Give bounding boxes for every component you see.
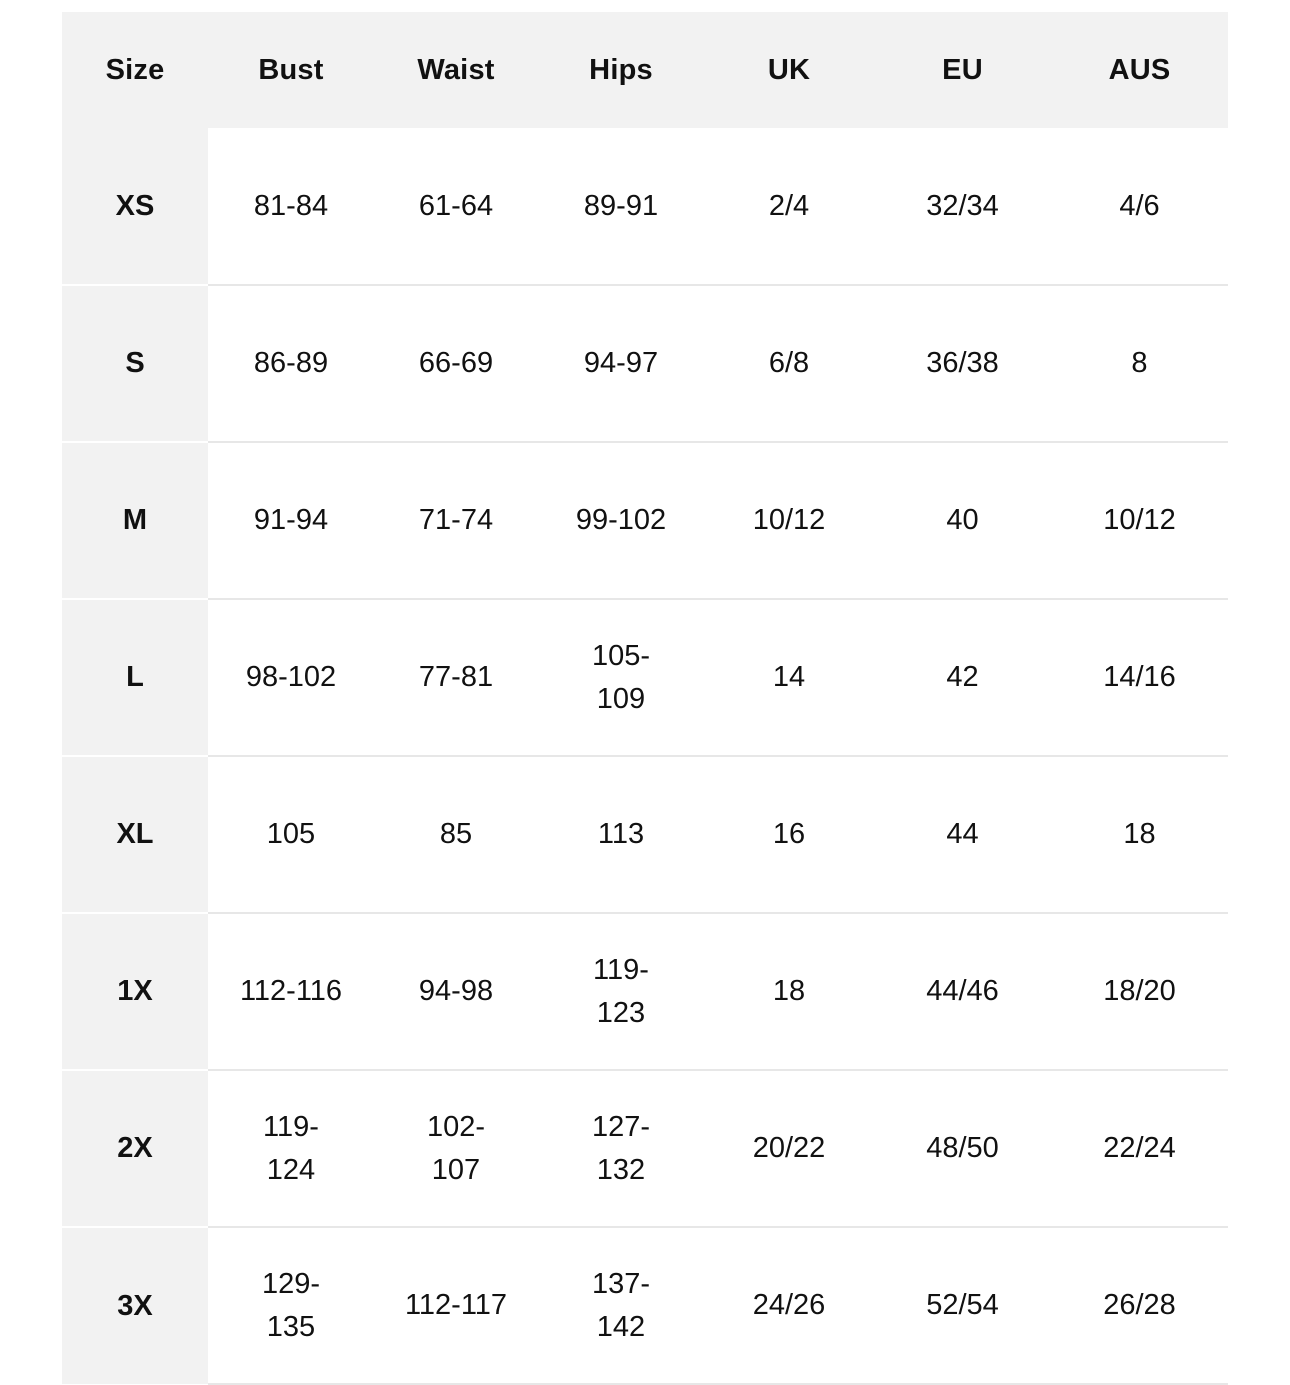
cell-bust (208, 128, 374, 285)
cell-aus-text: 18/20 (1103, 975, 1176, 1008)
cell-eu (874, 1227, 1051, 1384)
cell-eu (874, 756, 1051, 913)
cell-aus (1051, 1227, 1228, 1384)
cell-uk-text: 2/4 (768, 189, 810, 222)
cell-aus-text: 22/24 (1103, 1132, 1176, 1165)
cell-hips-text: 105-109 (591, 640, 651, 715)
size-chart-table (62, 12, 1228, 1385)
cell-waist-text: 77-81 (418, 661, 494, 694)
cell-bust (208, 913, 374, 1070)
cell-aus (1051, 128, 1228, 285)
cell-waist-text: 94-98 (418, 975, 494, 1008)
cell-uk (704, 442, 874, 599)
cell-uk-text: 6/8 (768, 347, 810, 380)
cell-bust-text: 129-135 (261, 1268, 321, 1343)
cell-waist-text: 85 (439, 818, 473, 851)
cell-eu-text: 40 (946, 504, 979, 537)
table-row (62, 599, 1228, 756)
cell-uk (704, 1227, 874, 1384)
cell-eu (874, 285, 1051, 442)
cell-waist-text: 112-117 (404, 1289, 508, 1322)
cell-aus (1051, 442, 1228, 599)
cell-bust-text: 119-124 (263, 1111, 319, 1186)
cell-hips (538, 1227, 704, 1384)
cell-bust-text: 105 (266, 818, 316, 851)
header-row (62, 12, 1228, 128)
cell-uk-text: 20/22 (752, 1132, 826, 1165)
cell-eu-text: 32/34 (926, 189, 999, 222)
cell-bust (208, 1227, 374, 1384)
cell-aus (1051, 599, 1228, 756)
cell-hips-text: 94-97 (583, 347, 659, 380)
cell-uk (704, 756, 874, 913)
cell-uk-text: 10/12 (752, 504, 826, 537)
cell-aus-text: 18 (1123, 818, 1156, 851)
cell-uk-text: 18 (772, 975, 806, 1008)
cell-eu (874, 442, 1051, 599)
cell-bust (208, 285, 374, 442)
cell-hips (538, 128, 704, 285)
cell-hips (538, 913, 704, 1070)
cell-waist (374, 128, 538, 285)
cell-aus (1051, 1070, 1228, 1227)
cell-hips-text: 99-102 (575, 504, 667, 537)
cell-aus (1051, 913, 1228, 1070)
table-body (62, 128, 1228, 1384)
cell-uk (704, 1070, 874, 1227)
cell-bust-text: 81-84 (253, 189, 329, 222)
cell-waist (374, 1070, 538, 1227)
cell-waist-text: 61-64 (418, 189, 494, 222)
cell-eu-text: 36/38 (926, 347, 999, 380)
table-row (62, 442, 1228, 599)
cell-aus (1051, 756, 1228, 913)
table-row (62, 1070, 1228, 1227)
table-row (62, 285, 1228, 442)
cell-uk-text: 24/26 (752, 1289, 826, 1322)
column-header-waist: Waist (374, 12, 538, 128)
cell-size: 3X (62, 1227, 208, 1384)
cell-eu-text: 44 (946, 818, 979, 851)
cell-bust (208, 442, 374, 599)
cell-hips-text: 89-91 (583, 189, 659, 222)
cell-hips (538, 756, 704, 913)
cell-aus-text: 14/16 (1103, 661, 1176, 694)
table-header (62, 12, 1228, 128)
cell-size: L (62, 599, 208, 756)
cell-bust (208, 756, 374, 913)
cell-bust (208, 599, 374, 756)
cell-uk-text: 16 (772, 818, 806, 851)
cell-hips (538, 599, 704, 756)
cell-bust (208, 1070, 374, 1227)
cell-waist-text: 71-74 (418, 504, 494, 537)
cell-eu-text: 52/54 (926, 1289, 999, 1322)
cell-aus (1051, 285, 1228, 442)
cell-waist-text: 102-107 (426, 1111, 486, 1186)
cell-bust-text: 98-102 (245, 661, 337, 694)
cell-hips (538, 442, 704, 599)
table-row (62, 913, 1228, 1070)
cell-aus-text: 10/12 (1103, 504, 1176, 537)
cell-waist (374, 1227, 538, 1384)
cell-size: M (62, 442, 208, 599)
cell-waist-text: 66-69 (418, 347, 494, 380)
cell-bust-text: 91-94 (253, 504, 329, 537)
cell-eu-text: 44/46 (926, 975, 999, 1008)
column-header-size: Size (62, 12, 208, 128)
cell-aus-text: 4/6 (1119, 189, 1160, 222)
cell-eu (874, 599, 1051, 756)
table-row (62, 1227, 1228, 1384)
cell-aus-text: 26/28 (1103, 1289, 1176, 1322)
cell-eu (874, 128, 1051, 285)
cell-size: 1X (62, 913, 208, 1070)
cell-aus-text: 8 (1131, 347, 1148, 380)
cell-size: S (62, 285, 208, 442)
cell-eu-text: 42 (946, 661, 979, 694)
column-header-aus: AUS (1051, 12, 1228, 128)
cell-waist (374, 756, 538, 913)
cell-size: XS (62, 128, 208, 285)
column-header-bust: Bust (208, 12, 374, 128)
cell-bust-text: 112-116 (239, 975, 343, 1008)
table-row (62, 756, 1228, 913)
cell-hips-text: 113 (597, 818, 645, 851)
cell-hips (538, 1070, 704, 1227)
cell-waist (374, 599, 538, 756)
cell-bust-text: 86-89 (253, 347, 329, 380)
cell-size: 2X (62, 1070, 208, 1227)
cell-uk-text: 14 (772, 661, 806, 694)
cell-uk (704, 913, 874, 1070)
cell-size: XL (62, 756, 208, 913)
column-header-eu: EU (874, 12, 1051, 128)
cell-uk (704, 285, 874, 442)
cell-waist (374, 442, 538, 599)
cell-waist (374, 285, 538, 442)
cell-hips-text: 127-132 (591, 1111, 651, 1186)
cell-hips (538, 285, 704, 442)
cell-hips-text: 119-123 (593, 954, 649, 1029)
cell-waist (374, 913, 538, 1070)
cell-uk (704, 128, 874, 285)
column-header-hips: Hips (538, 12, 704, 128)
cell-eu-text: 48/50 (926, 1132, 999, 1165)
cell-eu (874, 913, 1051, 1070)
cell-uk (704, 599, 874, 756)
column-header-uk: UK (704, 12, 874, 128)
table-row (62, 128, 1228, 285)
cell-hips-text: 137-142 (591, 1268, 651, 1343)
cell-eu (874, 1070, 1051, 1227)
